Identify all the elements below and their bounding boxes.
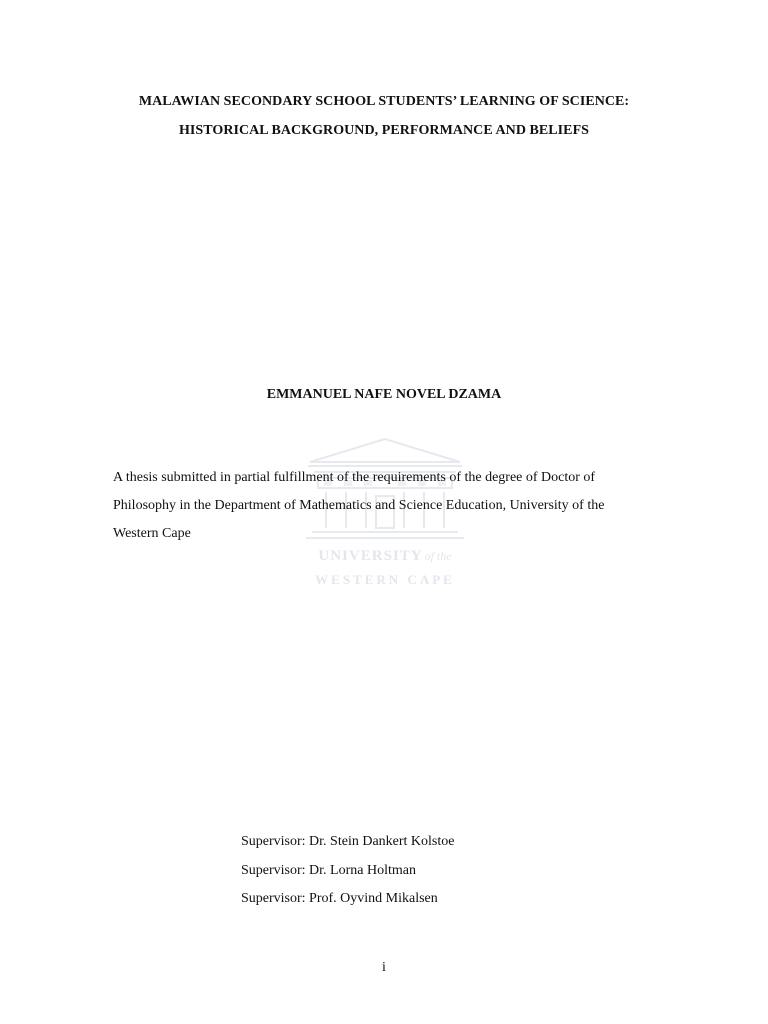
thesis-title-line-2: HISTORICAL BACKGROUND, PERFORMANCE AND BELIEFS (178, 123, 590, 138)
thesis-statement-line-1: A thesis submitted in partial fulfillment of the requirements of the degree of Doctor of (113, 470, 596, 485)
author-name: EMMANUEL NAFE NOVEL DZAMA (266, 387, 502, 402)
supervisor-2: Supervisor: Dr. Lorna Holtman (241, 862, 416, 878)
thesis-statement (113, 464, 673, 548)
watermark-university-text: UNIVERSITY (318, 548, 423, 564)
page-number: i (382, 960, 386, 975)
thesis-title-line-1: MALAWIAN SECONDARY SCHOOL STUDENTS’ LEARNING OF SCIENCE: (138, 94, 630, 109)
thesis-statement-line-2: Philosophy in the Department of Mathematics and Science Education, University of the (113, 498, 605, 513)
supervisor-1: Supervisor: Dr. Stein Dankert Kolstoe (241, 834, 455, 849)
watermark-of-the-text: of the (424, 549, 452, 563)
watermark-western-cape-text: WESTERN CAPE (315, 572, 455, 587)
thesis-statement-line-3: Western Cape (113, 526, 191, 541)
supervisor-list (241, 828, 454, 914)
supervisor-3: Supervisor: Prof. Oyvind Mikalsen (241, 891, 438, 906)
